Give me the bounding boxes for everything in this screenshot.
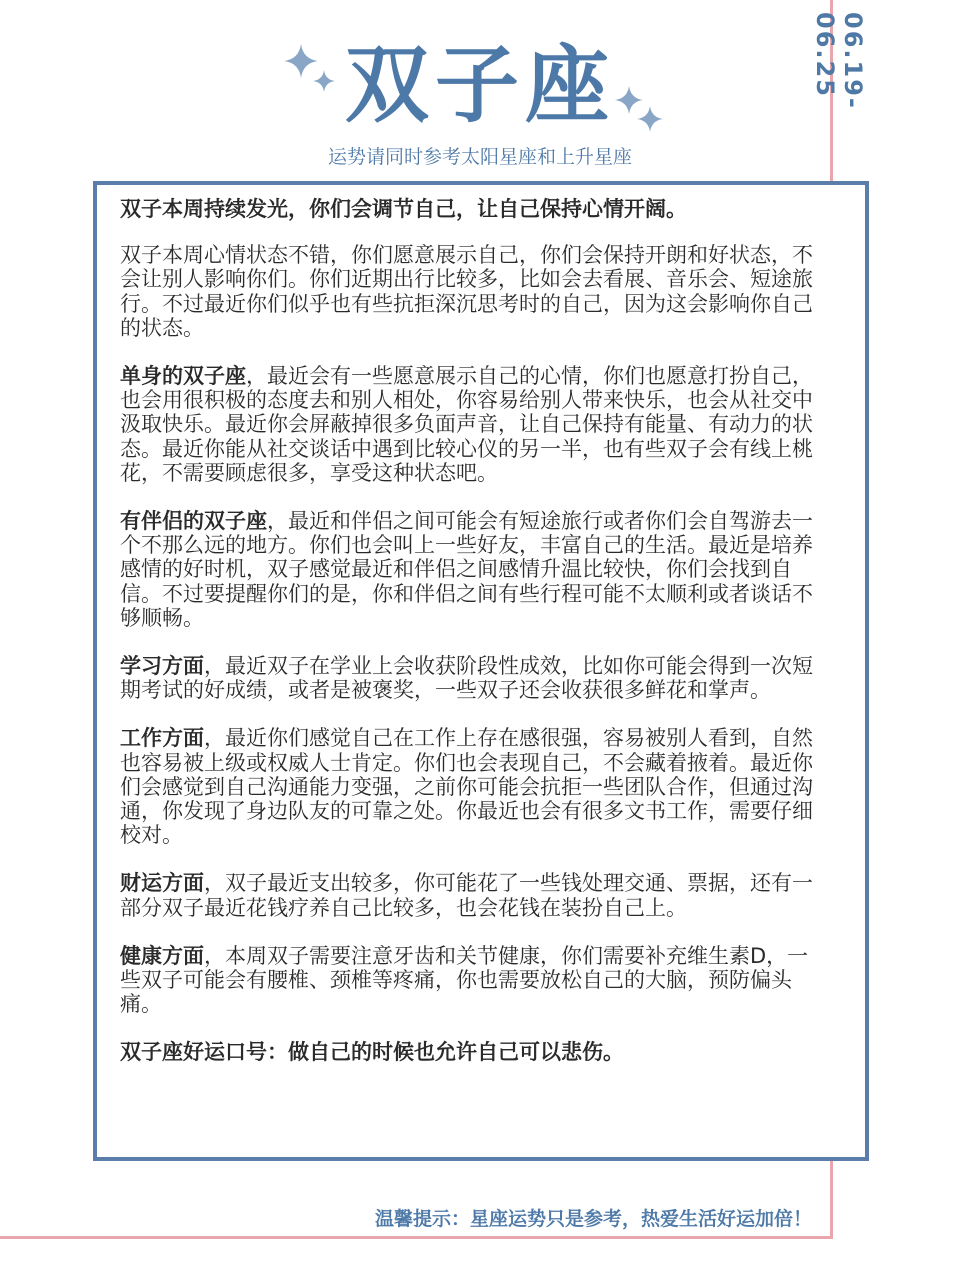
section-partner	[120, 509, 820, 630]
horoscope-body	[120, 197, 820, 1065]
section-health	[120, 944, 820, 1017]
pink-horizontal-line	[0, 1236, 833, 1239]
headline: 双子本周持续发光，你们会调节自己，让自己保持心情开阔。	[120, 197, 687, 221]
section-wealth	[120, 871, 820, 919]
section-label: 学习方面	[120, 654, 204, 679]
footer-tip: 温馨提示：星座运势只是参考，热爱生活好运加倍！	[374, 1208, 812, 1230]
section-label: 健康方面	[120, 943, 204, 968]
page-title: 双子座	[344, 36, 615, 134]
intro-paragraph: 双子本周心情状态不错，你们愿意展示自己，你们会保持开朗和好状态，不会让别人影响你们。你们近期出行比较多，比如会去看展、音乐会、短途旅行。不过最近你们似乎也有些抗拒深沉思考时的自己，因为这会影响你自己的状态。	[120, 243, 813, 340]
section-text: ，本周双子需要注意牙齿和关节健康，你们需要补充维生素D，一些双子可能会有腰椎、颈椎等疼痛，你也需要放松自己的大脑，预防偏头痛。	[120, 943, 809, 1017]
section-text: ，最近你们感觉自己在工作上存在感很强，容易被别人看到，自然也容易被上级或权威人士肯定。你们也会表现自己，不会藏着掖着。最近你们会感觉到自己沟通能力变强，之前你可能会抗拒一些团队合作，但通过沟通，你发现了身边队友的可靠之处。你最近也会有很多文书工作，需要仔细校对。	[120, 726, 813, 848]
section-label: 有伴侣的双子座	[120, 509, 267, 534]
section-work	[120, 726, 820, 847]
section-label: 单身的双子座	[120, 364, 246, 389]
section-text: ，最近会有一些愿意展示自己的心情，你们也愿意打扮自己，也会用很积极的态度去和别人相处，你容易给别人带来快乐，也会从社交中汲取快乐。最近你会屏蔽掉很多负面声音，让自己保持有能量、有动力的状态。最近你能从社交谈话中遇到比较心仪的另一半，也有些双子会有线上桃花，不需要顾虑很多，享受这种状态吧。	[120, 364, 813, 485]
date-range: 06.19-06.25	[811, 12, 867, 110]
section-label: 工作方面	[120, 726, 204, 751]
page-subtitle: 运势请同时参考太阳星座和上升星座	[327, 146, 632, 168]
section-text: ，最近双子在学业上会收获阶段性成效，比如你可能会得到一次短期考试的好成绩，或者是被褒奖，一些双子还会收获很多鲜花和掌声。	[120, 654, 813, 703]
section-text: ，双子最近支出较多，你可能花了一些钱处理交通、票据，还有一部分双子最近花钱疗养自己比较多，也会花钱在装扮自己上。	[120, 871, 813, 920]
section-single	[120, 364, 820, 485]
section-study	[120, 654, 820, 702]
section-label: 财运方面	[120, 871, 204, 896]
lucky-slogan: 双子座好运口号：做自己的时候也允许自己可以悲伤。	[120, 1040, 624, 1065]
section-text: ，最近和伴侣之间可能会有短途旅行或者你们会自驾游去一个不那么远的地方。你们也会叫上一些好友，丰富自己的生活。最近是培养感情的好时机，双子感觉最近和伴侣之间感情升温比较快，你们会找到自信。不过要提醒你们的是，你和伴侣之间有些行程可能不太顺利或者谈话不够顺畅。	[120, 509, 813, 630]
